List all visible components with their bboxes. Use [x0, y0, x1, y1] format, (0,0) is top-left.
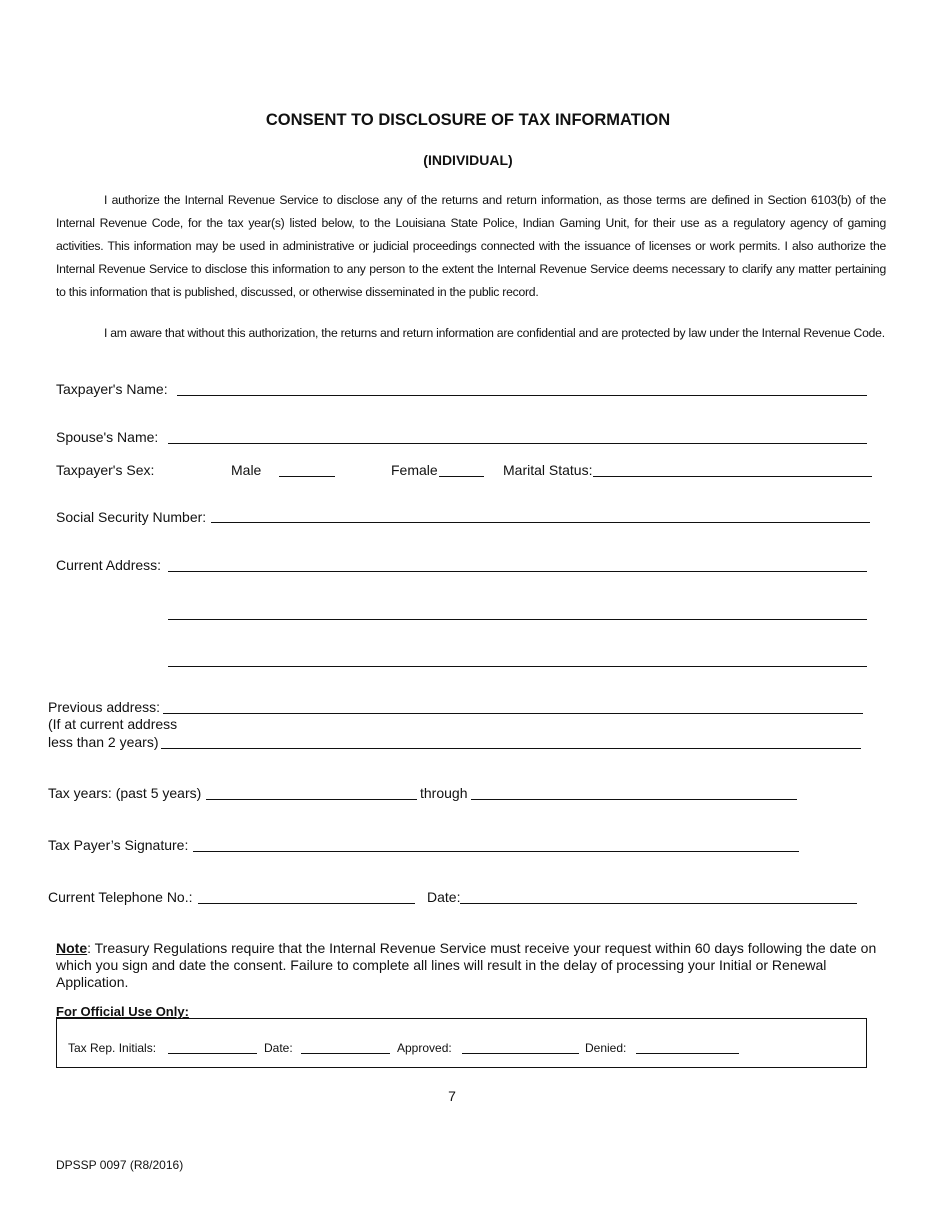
official-date-label: Date:: [264, 1041, 293, 1055]
authorization-paragraph: I authorize the Internal Revenue Service to disclose any of the returns and return information, as those terms are defined in Section 6103(b) of the Internal Revenue Code, for the tax year(s) listed below, to the Louisiana State Police, Indian Gaming Unit, for their use as a regulatory agency of gaming activities. This information may be used in administrative or judicial proceedings connected with the issuance of licenses or work permits. I also authorize the Internal Revenue Service to disclose this information to any person to the extent the Internal Revenue Service deems necessary to clarify any matter pertaining to this information that is published, discussed, or otherwise disseminated in the public record.: [56, 193, 886, 299]
male-label: Male: [231, 462, 262, 478]
previous-address-line-2[interactable]: [161, 748, 861, 749]
tax-rep-initials-field[interactable]: [168, 1053, 257, 1054]
taxpayer-name-label: Taxpayer's Name:: [56, 381, 168, 397]
previous-address-note-2: less than 2 years): [48, 734, 159, 750]
spouse-name-field[interactable]: [168, 443, 867, 444]
page-number: 7: [448, 1088, 456, 1104]
approved-label: Approved:: [397, 1041, 452, 1055]
telephone-label: Current Telephone No.:: [48, 889, 193, 905]
marital-status-field[interactable]: [593, 476, 872, 477]
date-label: Date:: [427, 889, 461, 905]
previous-address-label: Previous address:: [48, 699, 161, 715]
denied-label: Denied:: [585, 1041, 627, 1055]
denied-field[interactable]: [636, 1053, 739, 1054]
previous-address-line-1[interactable]: [163, 713, 863, 714]
official-use-title: For Official Use Only:: [56, 1004, 189, 1019]
official-use-box: [56, 1018, 867, 1068]
form-title: CONSENT TO DISCLOSURE OF TAX INFORMATION: [265, 111, 671, 129]
spouse-name-label: Spouse's Name:: [56, 429, 159, 445]
taxpayer-sex-label: Taxpayer's Sex:: [56, 462, 155, 478]
form-subtitle: (INDIVIDUAL): [423, 152, 513, 168]
taxpayer-name-field[interactable]: [177, 395, 867, 396]
current-address-line-3[interactable]: [168, 666, 867, 667]
current-address-label: Current Address:: [56, 557, 162, 573]
male-field[interactable]: [279, 476, 335, 477]
official-date-field[interactable]: [301, 1053, 390, 1054]
date-field[interactable]: [460, 903, 857, 904]
current-address-line-2[interactable]: [168, 619, 867, 620]
ssn-field[interactable]: [211, 522, 870, 523]
through-label: through: [420, 785, 468, 801]
signature-label: Tax Payer’s Signature:: [48, 837, 189, 853]
note-text: : Treasury Regulations require that the Internal Revenue Service must receive your request within 60 days following the date on which you sign and date the consent. Failure to complete all lines will result in the delay of processing your Initial or Renewal Application.: [56, 940, 877, 990]
awareness-paragraph: I am aware that without this authorization, the returns and return information are confidential and are protected by law under the Internal Revenue Code.: [104, 326, 885, 340]
form-code-footer: DPSSP 0097 (R8/2016): [56, 1158, 184, 1172]
current-address-line-1[interactable]: [168, 571, 867, 572]
previous-address-note-1: (If at current address: [48, 716, 178, 732]
tax-rep-initials-label: Tax Rep. Initials:: [68, 1041, 157, 1055]
female-field[interactable]: [439, 476, 484, 477]
tax-years-from-field[interactable]: [206, 799, 417, 800]
female-label: Female: [391, 462, 438, 478]
marital-status-label: Marital Status:: [503, 462, 593, 478]
treasury-note: [56, 940, 886, 991]
approved-field[interactable]: [462, 1053, 579, 1054]
telephone-field[interactable]: [198, 903, 415, 904]
note-label: Note: [56, 940, 88, 956]
ssn-label: Social Security Number:: [56, 509, 207, 525]
tax-years-label: Tax years: (past 5 years): [48, 785, 202, 801]
tax-years-to-field[interactable]: [471, 799, 797, 800]
signature-field[interactable]: [193, 851, 799, 852]
